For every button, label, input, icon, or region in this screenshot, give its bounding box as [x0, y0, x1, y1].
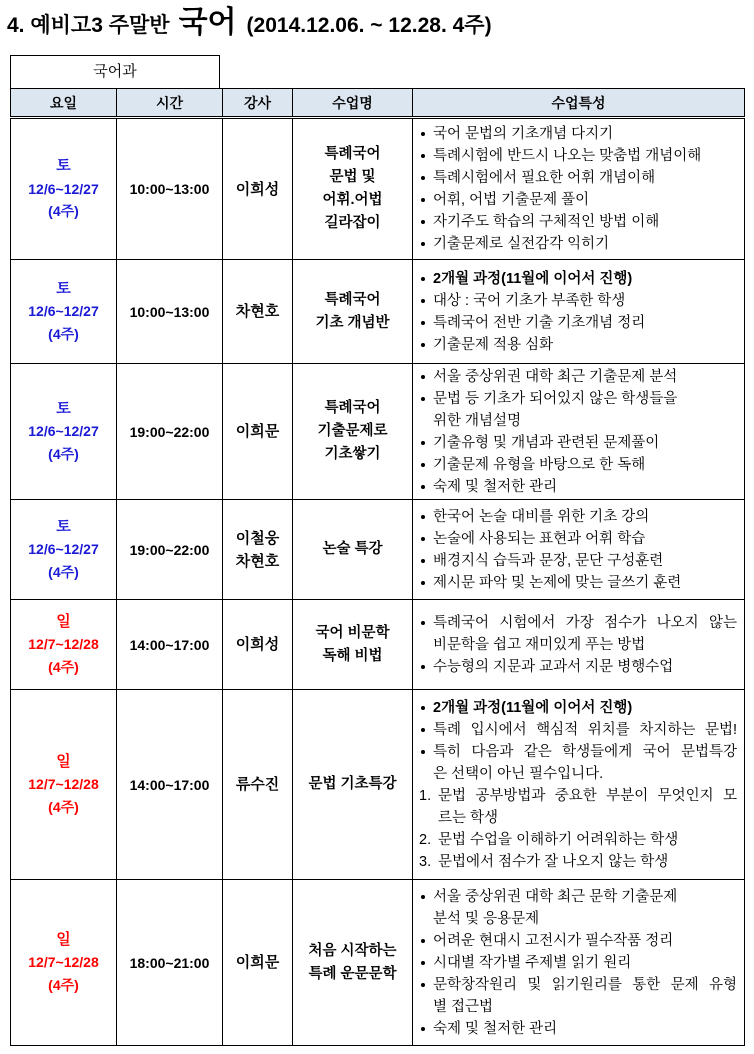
bullet-icon — [421, 1027, 425, 1031]
feature-item — [419, 388, 737, 432]
bullet-icon — [421, 242, 425, 246]
day-label: 일 — [56, 930, 71, 948]
feature-text: 위한 개념설명 — [433, 412, 522, 429]
course-name-line: 특례국어 — [324, 400, 381, 416]
time-range: 14:00~17:00 — [129, 636, 210, 653]
day-cell — [11, 260, 117, 364]
course-cell — [293, 118, 413, 260]
feature-item — [419, 167, 737, 189]
date-range: 12/6~12/27 — [28, 541, 99, 558]
day-cell — [11, 690, 117, 880]
title-lead: 4. 예비고3 주말반 — [7, 14, 170, 37]
schedule-row — [11, 690, 745, 880]
bullet-icon — [421, 220, 425, 224]
feature-text: 특례국어 시험에서 가장 점수가 나오지 않는 — [433, 614, 737, 631]
feature-item — [419, 476, 737, 498]
date-range: 12/7~12/28 — [28, 954, 99, 971]
bullet-icon — [421, 559, 425, 563]
feature-text: 한국어 논술 대비를 위한 기초 강의 — [433, 508, 650, 525]
course-cell — [293, 364, 413, 500]
feature-text: 특례국어 전반 기출 기초개념 정리 — [433, 314, 646, 331]
feature-text: 별 접근법 — [433, 998, 494, 1015]
features-cell — [413, 260, 745, 364]
feature-item — [419, 886, 737, 930]
bullet-icon — [421, 397, 425, 401]
instructor-cell — [223, 364, 293, 500]
feature-text: 어려운 현대시 고전시가 필수작품 정리 — [433, 932, 674, 949]
column-header-instructor: 강사 — [223, 89, 293, 118]
feature-text: 시대별 작가별 주제별 읽기 원리 — [433, 954, 632, 971]
feature-text: 어휘, 어법 기출문제 풀이 — [433, 192, 590, 208]
column-header-features: 수업특성 — [413, 89, 745, 118]
feature-text: 수능형의 지문과 교과서 지문 병행수업 — [433, 658, 674, 675]
bullet-icon — [421, 154, 425, 158]
bullet-icon — [421, 515, 425, 519]
week-count: (4주) — [48, 658, 79, 675]
feature-text: 국어 문법의 기초개념 다지기 — [433, 126, 614, 142]
schedule-row — [11, 500, 745, 600]
course-cell — [293, 600, 413, 690]
instructor-name: 이철웅 — [235, 529, 280, 547]
bullet-icon — [421, 939, 425, 943]
feature-text: 문법 등 기초가 되어있지 않은 학생들을 — [433, 390, 678, 407]
schedule-row — [11, 118, 745, 260]
feature-item — [419, 334, 737, 356]
feature-item — [419, 572, 737, 594]
instructor-cell — [223, 260, 293, 364]
course-name-line: 국어 비문학 — [315, 624, 390, 641]
course-name-line: 특례국어 — [324, 146, 381, 162]
time-cell — [117, 118, 223, 260]
numbered-item — [419, 851, 737, 873]
date-range: 12/7~12/28 — [28, 636, 99, 653]
instructor-cell — [223, 500, 293, 600]
department-label: 국어과 — [10, 55, 220, 89]
time-cell — [117, 690, 223, 880]
schedule-row — [11, 364, 745, 500]
day-cell — [11, 500, 117, 600]
instructor-name: 류수진 — [235, 776, 280, 793]
item-number: 1. — [419, 787, 432, 804]
feature-text: 은 선택이 아닌 필수입니다. — [433, 765, 604, 782]
bullet-icon — [421, 176, 425, 180]
course-cell — [293, 260, 413, 364]
feature-text: 논술에 사용되는 표현과 어휘 학습 — [433, 530, 646, 547]
feature-text: 제시문 파악 및 논제에 맞는 글쓰기 훈련 — [433, 574, 682, 591]
instructor-cell — [223, 118, 293, 260]
instructor-cell — [223, 690, 293, 880]
time-range: 19:00~22:00 — [129, 541, 210, 558]
feature-text: 기출유형 및 개념과 관련된 문제풀이 — [433, 434, 660, 451]
feature-item — [419, 454, 737, 476]
features-cell — [413, 690, 745, 880]
bullet-icon — [421, 750, 425, 754]
features-cell — [413, 500, 745, 600]
day-label: 토 — [56, 279, 71, 297]
column-header-day: 요일 — [11, 89, 117, 118]
day-cell — [11, 880, 117, 1046]
course-name-line: 문법 및 — [329, 169, 376, 185]
feature-text: 기출문제 유형을 바탕으로 한 독해 — [433, 456, 646, 473]
feature-text: 문법에서 점수가 잘 나오지 않는 학생 — [438, 853, 669, 870]
course-name-line: 처음 시작하는 — [308, 942, 397, 959]
feature-text: 문법 수업을 이해하기 어려워하는 학생 — [438, 831, 679, 848]
instructor-name: 이희문 — [235, 423, 280, 440]
day-label: 토 — [56, 157, 71, 175]
time-cell — [117, 600, 223, 690]
feature-text: 숙제 및 철저한 관리 — [433, 1020, 558, 1037]
date-range: 12/7~12/28 — [28, 776, 99, 793]
schedule-row — [11, 260, 745, 364]
feature-text: 자기주도 학습의 구체적인 방법 이해 — [433, 214, 660, 230]
schedule-row — [11, 600, 745, 690]
bullet-icon — [421, 321, 425, 325]
column-header-time: 시간 — [117, 89, 223, 118]
time-range: 10:00~13:00 — [129, 303, 210, 320]
feature-text: 특례시험에서 필요한 어휘 개념이해 — [433, 170, 656, 186]
feature-text: 2개월 과정(11월에 이어서 진행) — [433, 270, 633, 287]
course-name-line: 기출문제로 — [317, 423, 388, 439]
feature-item — [419, 1018, 737, 1040]
features-cell — [413, 880, 745, 1046]
feature-text: 서울 중상위권 대학 최근 기출문제 분석 — [433, 368, 678, 385]
course-name-line: 길라잡이 — [324, 215, 381, 231]
item-number: 2. — [419, 831, 432, 848]
instructor-name: 차현호 — [235, 552, 280, 570]
feature-item — [419, 656, 737, 678]
bullet-icon — [421, 485, 425, 489]
feature-item — [419, 268, 737, 290]
bullet-icon — [421, 621, 425, 625]
feature-text: 특례시험에 반드시 나오는 맞춤법 개념이해 — [433, 148, 702, 164]
feature-text: 분석 및 응용문제 — [433, 910, 540, 927]
date-range: 12/6~12/27 — [28, 180, 99, 197]
feature-item — [419, 211, 737, 233]
title-subject: 국어 — [178, 6, 237, 39]
feature-text: 숙제 및 철저한 관리 — [433, 478, 558, 495]
feature-text: 서울 중상위권 대학 최근 문학 기출문제 — [433, 888, 678, 905]
column-header-course: 수업명 — [293, 89, 413, 118]
instructor-name: 이희문 — [235, 954, 280, 971]
course-name-line: 독해 비법 — [322, 647, 383, 664]
feature-item — [419, 506, 737, 528]
day-label: 일 — [56, 752, 71, 770]
feature-item — [419, 432, 737, 454]
instructor-cell — [223, 880, 293, 1046]
date-range: 12/6~12/27 — [28, 303, 99, 320]
feature-item — [419, 233, 737, 255]
numbered-item — [419, 785, 737, 829]
numbered-item — [419, 829, 737, 851]
time-range: 18:00~21:00 — [129, 954, 210, 971]
feature-text: 문학창작원리 및 읽기원리를 통한 문제 유형 — [433, 976, 737, 993]
course-name-line: 논술 특강 — [322, 541, 383, 557]
features-cell — [413, 118, 745, 260]
bullet-icon — [421, 983, 425, 987]
course-name-line: 기초 개념반 — [315, 314, 390, 331]
week-count: (4주) — [48, 976, 79, 993]
time-cell — [117, 364, 223, 500]
instructor-name: 이희성 — [235, 180, 280, 198]
feature-text: 기출문제로 실전감각 익히기 — [433, 236, 610, 252]
course-name-line: 문법 기초특강 — [308, 776, 397, 792]
day-cell — [11, 118, 117, 260]
feature-item — [419, 366, 737, 388]
week-count: (4주) — [48, 798, 79, 815]
course-cell — [293, 880, 413, 1046]
day-label: 토 — [56, 399, 71, 417]
course-name-line: 특례국어 — [324, 291, 381, 308]
bullet-icon — [421, 665, 425, 669]
feature-item — [419, 290, 737, 312]
course-name-line: 기초쌓기 — [324, 446, 381, 462]
feature-item — [419, 550, 737, 572]
item-number: 3. — [419, 853, 432, 870]
time-range: 19:00~22:00 — [129, 423, 210, 440]
feature-text: 기출문제 적용 심화 — [433, 336, 554, 353]
bullet-icon — [421, 728, 425, 732]
feature-item — [419, 697, 737, 719]
page-title — [7, 3, 492, 43]
feature-item — [419, 952, 737, 974]
feature-item — [419, 123, 737, 145]
course-cell — [293, 690, 413, 880]
feature-item — [419, 612, 737, 656]
feature-text: 대상 : 국어 기초가 부족한 학생 — [433, 292, 626, 309]
features-cell — [413, 364, 745, 500]
course-name-line: 어휘.어법 — [322, 192, 383, 208]
time-cell — [117, 880, 223, 1046]
day-cell — [11, 364, 117, 500]
feature-text: 특히 다음과 같은 학생들에게 국어 문법특강 — [433, 743, 737, 760]
feature-item — [419, 528, 737, 550]
schedule-table — [10, 88, 745, 1046]
feature-item — [419, 741, 737, 785]
feature-text: 문법 공부방법과 중요한 부분이 무엇인지 모 — [438, 787, 737, 804]
week-count: (4주) — [48, 203, 79, 220]
time-range: 10:00~13:00 — [129, 181, 210, 197]
course-name-line: 특례 운문문학 — [308, 965, 397, 982]
instructor-name: 이희성 — [235, 636, 280, 653]
course-cell — [293, 500, 413, 600]
instructor-cell — [223, 600, 293, 690]
feature-text: 특례 입시에서 핵심적 위치를 차지하는 문법! — [433, 721, 737, 738]
title-period: (2014.12.06. ~ 12.28. 4주) — [246, 14, 492, 37]
day-label: 토 — [56, 517, 71, 535]
bullet-icon — [421, 343, 425, 347]
day-label: 일 — [56, 612, 71, 630]
bullet-icon — [421, 441, 425, 445]
bullet-icon — [421, 299, 425, 303]
features-cell — [413, 600, 745, 690]
week-count: (4주) — [48, 563, 79, 580]
week-count: (4주) — [48, 325, 79, 342]
bullet-icon — [421, 961, 425, 965]
feature-item — [419, 312, 737, 334]
bullet-icon — [421, 198, 425, 202]
bullet-icon — [421, 706, 425, 710]
feature-text: 비문학을 쉽고 재미있게 푸는 방법 — [433, 636, 646, 653]
feature-text: 르는 학생 — [438, 809, 499, 826]
feature-item — [419, 145, 737, 167]
bullet-icon — [421, 375, 425, 379]
instructor-name: 차현호 — [235, 303, 280, 320]
time-range: 14:00~17:00 — [129, 776, 210, 793]
time-cell — [117, 260, 223, 364]
time-cell — [117, 500, 223, 600]
schedule-row — [11, 880, 745, 1046]
feature-item — [419, 719, 737, 741]
bullet-icon — [421, 277, 425, 281]
feature-item — [419, 189, 737, 211]
bullet-icon — [421, 895, 425, 899]
feature-text: 2개월 과정(11월에 이어서 진행) — [433, 699, 633, 716]
week-count: (4주) — [48, 445, 79, 462]
table-header-row — [11, 89, 745, 118]
day-cell — [11, 600, 117, 690]
feature-item — [419, 974, 737, 1018]
feature-item — [419, 930, 737, 952]
feature-text: 배경지식 습득과 문장, 문단 구성훈련 — [433, 552, 664, 569]
bullet-icon — [421, 132, 425, 136]
bullet-icon — [421, 581, 425, 585]
bullet-icon — [421, 463, 425, 467]
date-range: 12/6~12/27 — [28, 423, 99, 440]
bullet-icon — [421, 537, 425, 541]
